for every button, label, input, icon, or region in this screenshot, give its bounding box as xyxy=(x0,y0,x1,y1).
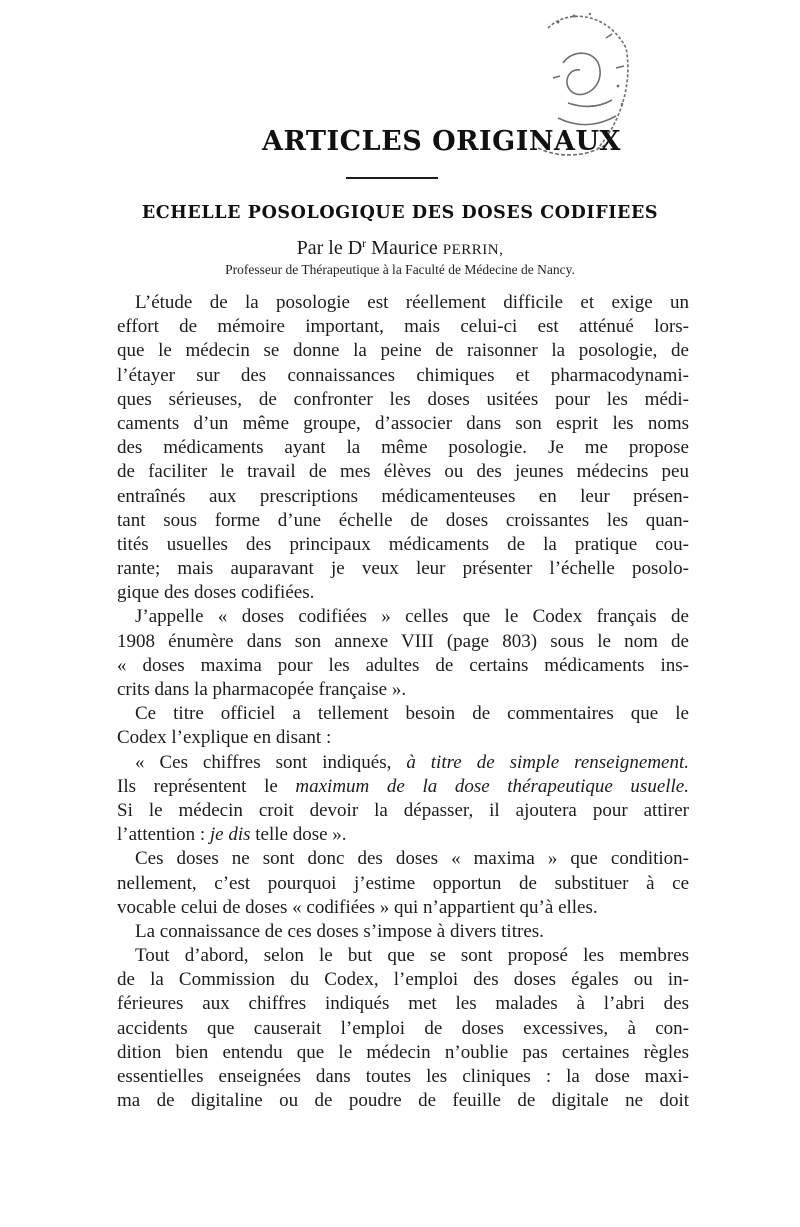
text-line: des médicaments ayant la même posologie. Je me propose xyxy=(117,437,689,459)
text-line xyxy=(117,751,689,775)
text-line: Codex l’explique en disant : xyxy=(117,727,332,749)
text-line: accidents que causerait l’emploi de doses excessives, à con- xyxy=(117,1017,689,1039)
text-line: caments d’un même groupe, d’associer dans son esprit les noms xyxy=(117,412,689,434)
article-body xyxy=(117,291,689,1113)
text-line: tités usuelles des principaux médicaments de la pratique cou- xyxy=(117,533,689,555)
text-line: J’appelle « doses codifiées » celles que le Codex français de xyxy=(135,606,689,628)
quote-fragment: Ils représentent le xyxy=(117,775,278,797)
quote-fragment: l’attention : xyxy=(117,824,206,846)
text-line: Ces doses ne sont donc des doses « maxima » que condition- xyxy=(135,848,689,870)
text-line: 1908 énumère dans son annexe VIII (page 803) sous le nom de xyxy=(117,630,689,652)
text-line: ques sérieuses, de confronter les doses usitées pour les médi- xyxy=(117,388,689,410)
author-title-superscript: r xyxy=(362,236,367,250)
title-divider xyxy=(346,177,438,179)
article-title: ECHELLE POSOLOGIQUE DES DOSES CODIFIEES xyxy=(141,203,659,223)
author-affiliation: Professeur de Thérapeutique à la Faculté de Médecine de Nancy. xyxy=(225,262,575,277)
author-prefix: Par le D xyxy=(296,237,363,259)
text-line: ma de digitaline ou de poudre de feuille de digitale ne doit xyxy=(117,1090,689,1112)
text-line: férieures aux chiffres indiqués met les malades à l’abri des xyxy=(117,993,689,1015)
text-line: de faciliter le travail de mes élèves ou des jeunes médecins peu xyxy=(117,461,689,483)
quote-fragment: telle dose ». xyxy=(255,824,347,846)
author-last-name: PERRIN, xyxy=(442,242,504,258)
text-line: l’étayer sur des connaissances chimiques et pharmacodynami- xyxy=(117,364,689,386)
text-line xyxy=(117,823,689,847)
italic-fragment: maximum de la dose thérapeutique usuelle. xyxy=(295,775,689,797)
text-line: gique des doses codifiées. xyxy=(117,582,315,604)
text-line: L’étude de la posologie est réellement difficile et exige un xyxy=(135,292,689,313)
text-line: essentielles enseignées dans toutes les cliniques : la dose maxi- xyxy=(117,1066,689,1087)
section-title: ARTICLES ORIGINAUX xyxy=(262,126,621,157)
text-line: effort de mémoire important, mais celui-ci est atténué lors- xyxy=(117,316,689,338)
text-line: Tout d’abord, selon le but que se sont proposé les membres xyxy=(135,945,689,967)
text-line: tant sous forme d’une échelle de doses croissantes les quan- xyxy=(117,509,689,531)
text-line: La connaissance de ces doses s’impose à divers titres. xyxy=(135,920,544,942)
author-line xyxy=(0,236,800,260)
text-line: rante; mais auparavant je veux leur présenter l’échelle posolo- xyxy=(117,558,689,580)
text-line: dition bien entendu que le médecin n’oublie pas certaines règles xyxy=(117,1041,689,1063)
text-line: nellement, c’est pourquoi j’estime opportun de substituer à ce xyxy=(117,872,689,894)
text-line: Si le médecin croit devoir la dépasser, il ajoutera pour attirer xyxy=(117,799,689,821)
text-line: que le médecin se donne la peine de raisonner la posologie, de xyxy=(117,340,689,362)
text-line: entraînés aux prescriptions médicamenteuses en leur présen- xyxy=(117,485,689,507)
text-line xyxy=(117,775,689,799)
text-line: Ce titre officiel a tellement besoin de commentaires que le xyxy=(135,703,689,725)
text-line: vocable celui de doses « codifiées » qui n’appartient qu’à elles. xyxy=(117,896,598,918)
italic-fragment: je dis xyxy=(209,824,251,846)
text-line: crits dans la pharmacopée française ». xyxy=(117,679,407,700)
author-first-name: Maurice xyxy=(371,237,438,259)
text-line: « doses maxima pour les adultes de certains médicaments ins- xyxy=(117,654,689,676)
quote-fragment: « Ces chiffres sont indiqués, xyxy=(135,751,392,773)
text-line: de la Commission du Codex, l’emploi des doses égales ou in- xyxy=(117,969,689,991)
italic-fragment: à titre de simple renseignement. xyxy=(406,751,690,773)
